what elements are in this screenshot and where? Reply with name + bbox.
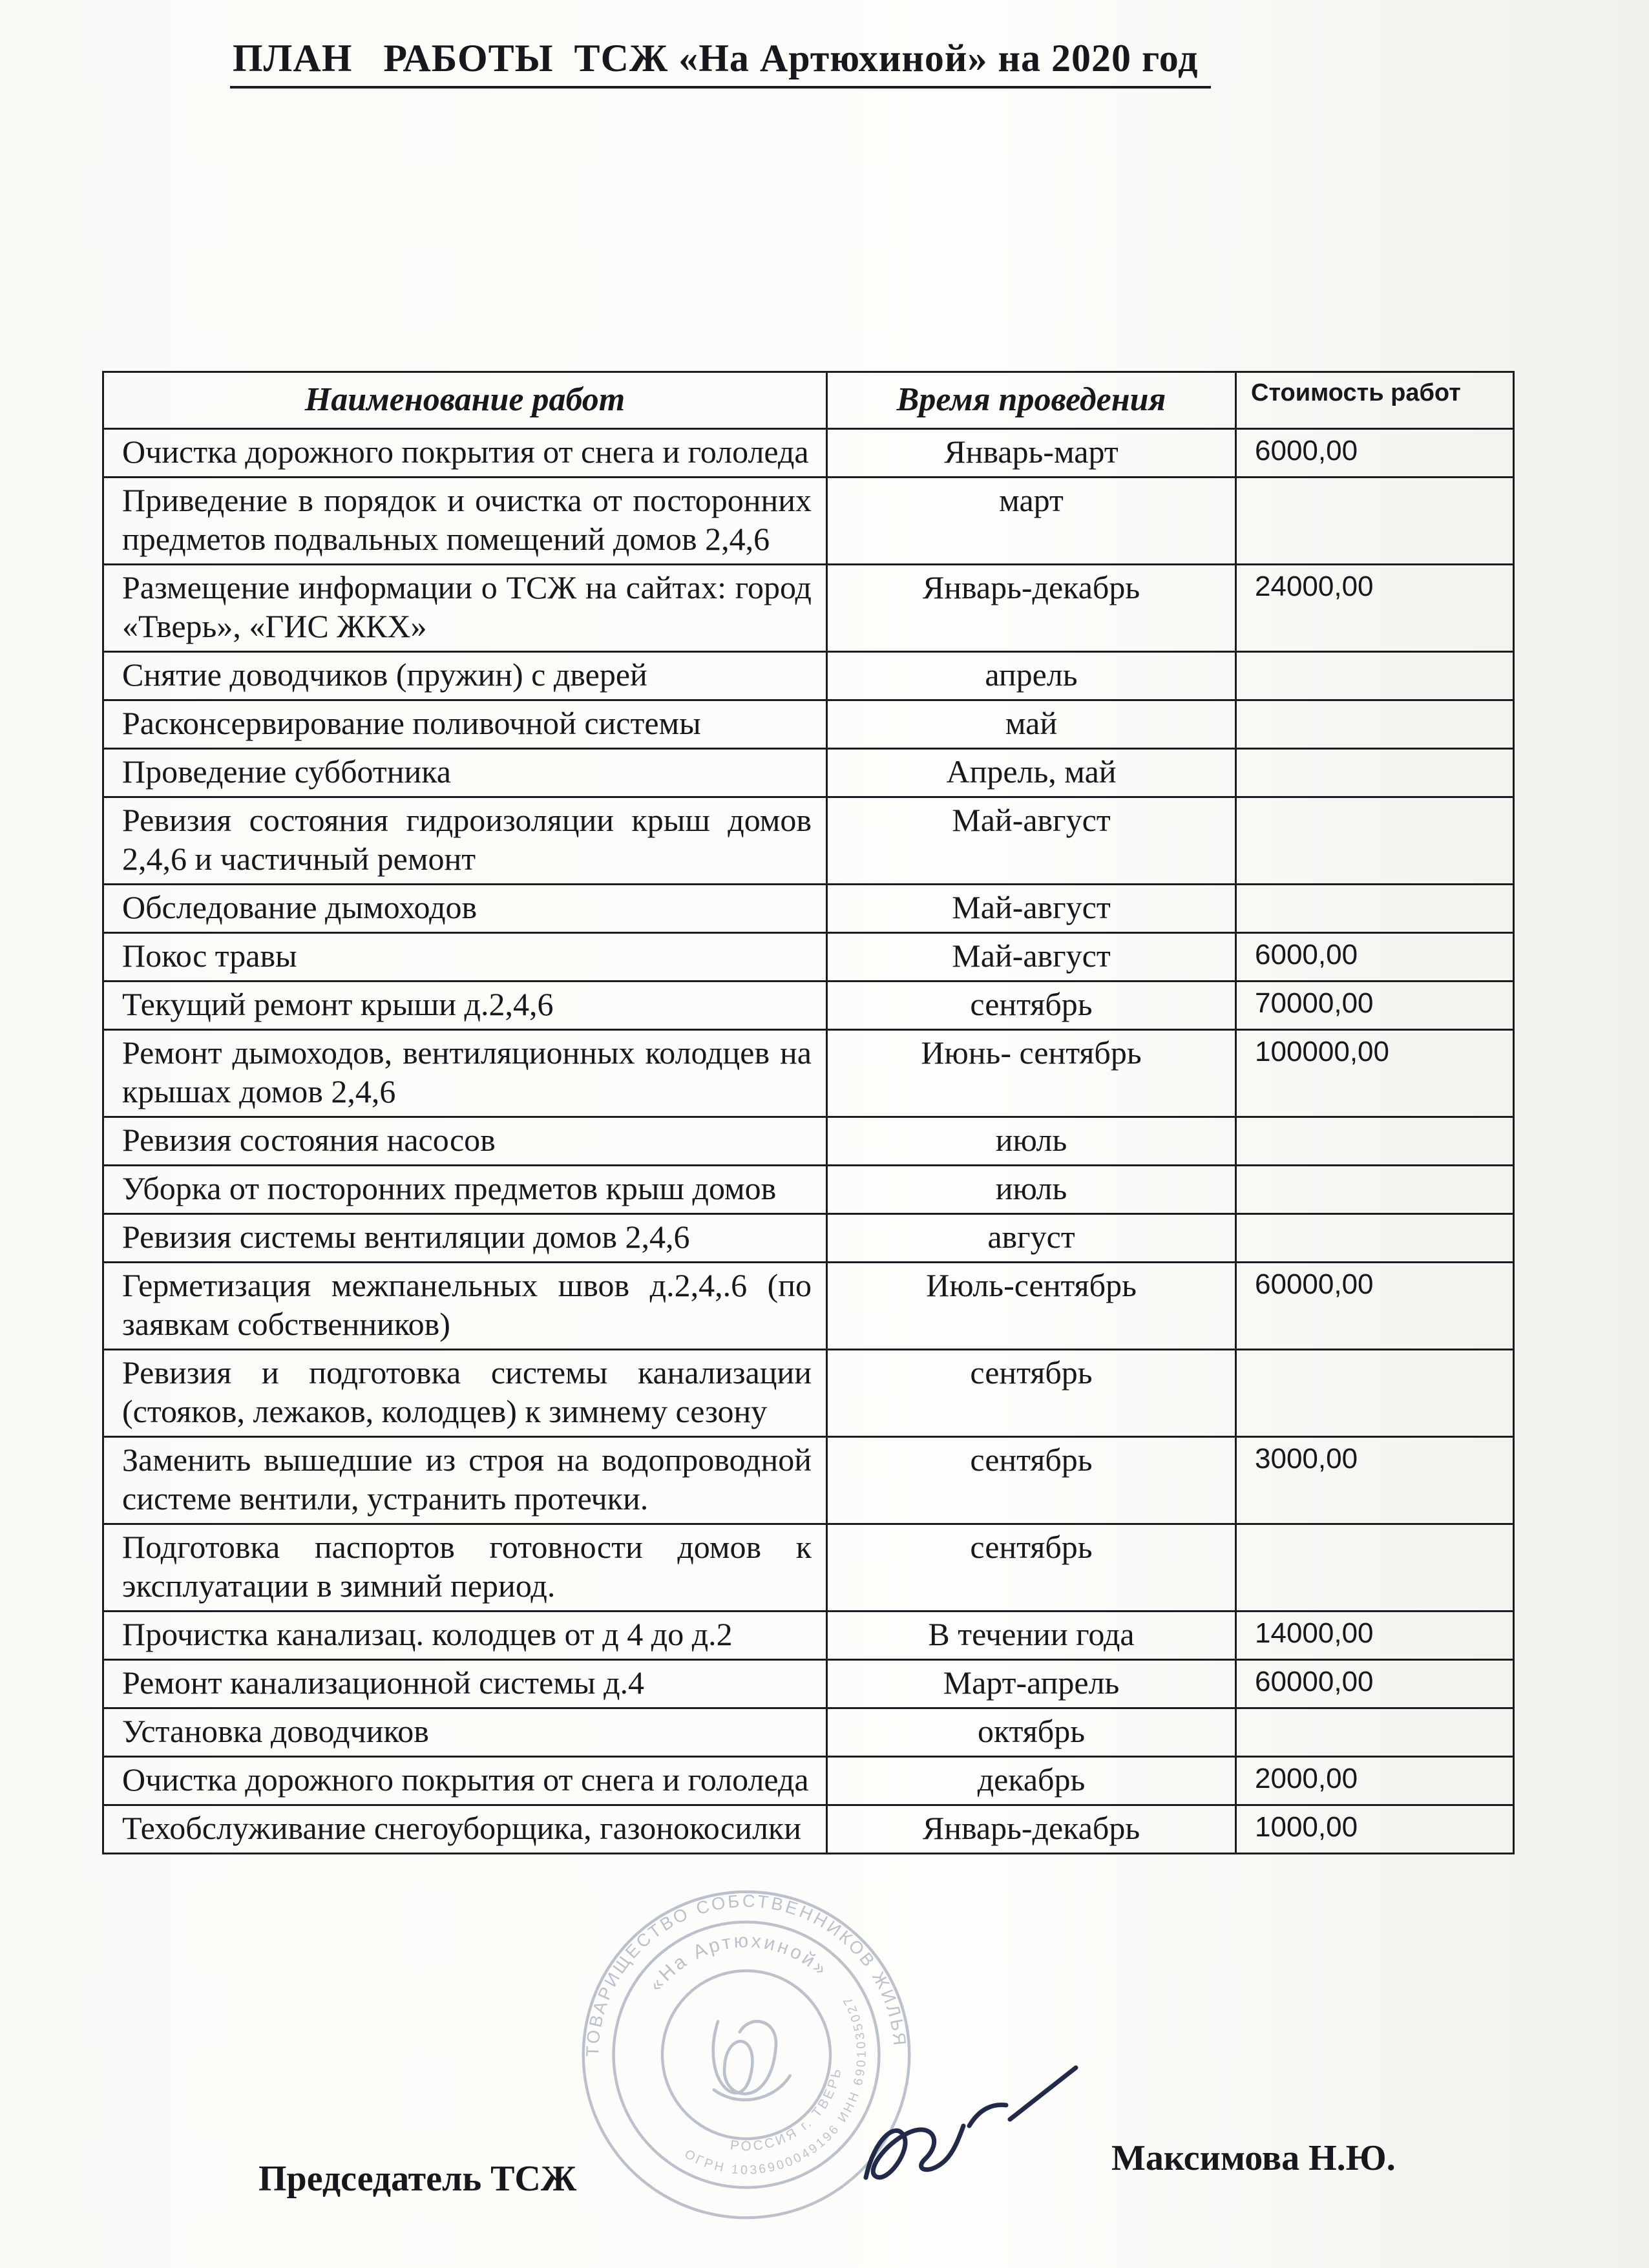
work-cell: Прочистка канализац. колодцев от д 4 до д.2 [103, 1612, 827, 1660]
signature-stroke [866, 2126, 963, 2178]
time-cell: Январь-декабрь [827, 565, 1236, 652]
cost-cell [1236, 1350, 1514, 1437]
work-cell: Проведение субботника [103, 749, 827, 797]
header-time: Время проведения [827, 372, 1236, 429]
table-row [103, 429, 1514, 478]
cost-cell: 70000,00 [1236, 982, 1514, 1030]
cost-cell [1236, 1708, 1514, 1757]
time-cell: март [827, 478, 1236, 565]
table-row [103, 1166, 1514, 1214]
signature-slash [1010, 2068, 1076, 2119]
stamp-inner-ring-text: «На Артюхиной» [645, 1930, 833, 1996]
time-cell: Март-апрель [827, 1660, 1236, 1708]
time-cell: Май-август [827, 933, 1236, 982]
cost-cell: 60000,00 [1236, 1263, 1514, 1350]
time-cell: июль [827, 1117, 1236, 1166]
time-cell: Январь-март [827, 429, 1236, 478]
time-cell: Апрель, май [827, 749, 1236, 797]
work-cell: Ремонт дымоходов, вентиляционных колодцев на крышах домов 2,4,6 [103, 1030, 827, 1117]
table-row [103, 565, 1514, 652]
header-work-name: Наименование работ [103, 372, 827, 429]
cost-cell [1236, 749, 1514, 797]
table-row [103, 982, 1514, 1030]
time-cell: В течении года [827, 1612, 1236, 1660]
document-title: ПЛАН РАБОТЫ ТСЖ «На Артюхиной» на 2020 год [230, 36, 1211, 89]
work-cell: Ревизия состояния гидроизоляции крыш домов 2,4,6 и частичный ремонт [103, 797, 827, 885]
cost-cell: 6000,00 [1236, 933, 1514, 982]
cost-cell: 24000,00 [1236, 565, 1514, 652]
work-cell: Очистка дорожного покрытия от снега и гололеда [103, 429, 827, 478]
work-cell: Подготовка паспортов готовности домов к эксплуатации в зимний период. [103, 1524, 827, 1612]
work-cell: Ревизия системы вентиляции домов 2,4,6 [103, 1214, 827, 1263]
stamp-bottom-text: РОССИЯ г. ТВЕРЬ [729, 2065, 845, 2154]
cost-cell: 6000,00 [1236, 429, 1514, 478]
time-cell: сентябрь [827, 1350, 1236, 1437]
header-cost: Стоимость работ [1236, 372, 1514, 429]
time-cell: Май-август [827, 797, 1236, 885]
table-row [103, 749, 1514, 797]
stamp-monogram [704, 2013, 792, 2105]
chairman-name: Максимова Н.Ю. [1111, 2138, 1396, 2178]
time-cell: сентябрь [827, 982, 1236, 1030]
table-row [103, 1437, 1514, 1524]
table-row [103, 1612, 1514, 1660]
table-row [103, 1030, 1514, 1117]
time-cell: май [827, 700, 1236, 749]
svg-text:РОССИЯ г. ТВЕРЬ [719, 2063, 854, 2157]
work-cell: Покос травы [103, 933, 827, 982]
stamp-reg-text: ОГРН 1036900049196 ИНН 6901035027 [682, 1992, 869, 2178]
work-cell: Уборка от посторонних предметов крыш домов [103, 1166, 827, 1214]
table-row [103, 1757, 1514, 1805]
table-row [103, 1805, 1514, 1854]
table-row [103, 933, 1514, 982]
table-row [103, 885, 1514, 933]
work-cell: Техобслуживание снегоуборщика, газонокосилки [103, 1805, 827, 1854]
time-cell: апрель [827, 652, 1236, 700]
table-row [103, 1350, 1514, 1437]
time-cell: Май-август [827, 885, 1236, 933]
table-row [103, 1117, 1514, 1166]
cost-cell: 100000,00 [1236, 1030, 1514, 1117]
cost-cell [1236, 478, 1514, 565]
time-cell: Июнь- сентябрь [827, 1030, 1236, 1117]
cost-cell: 14000,00 [1236, 1612, 1514, 1660]
cost-cell [1236, 652, 1514, 700]
time-cell: август [827, 1214, 1236, 1263]
time-cell: июль [827, 1166, 1236, 1214]
cost-cell: 1000,00 [1236, 1805, 1514, 1854]
time-cell: Июль-сентябрь [827, 1263, 1236, 1350]
table-row [103, 1708, 1514, 1757]
work-cell: Расконсервирование поливочной системы [103, 700, 827, 749]
signature-tail [969, 2105, 1006, 2126]
work-cell: Ревизия состояния насосов [103, 1117, 827, 1166]
work-cell: Размещение информации о ТСЖ на сайтах: город «Тверь», «ГИС ЖКХ» [103, 565, 827, 652]
work-cell: Герметизация межпанельных швов д.2,4,.6 (по заявкам собственников) [103, 1263, 827, 1350]
work-cell: Очистка дорожного покрытия от снега и гололеда [103, 1757, 827, 1805]
work-cell: Обследование дымоходов [103, 885, 827, 933]
table-header-row [103, 372, 1514, 429]
work-plan-table [102, 371, 1515, 1854]
table-row [103, 1524, 1514, 1612]
work-cell: Снятие доводчиков (пружин) с дверей [103, 652, 827, 700]
work-cell: Ревизия и подготовка системы канализации (стояков, лежаков, колодцев) к зимнему сезону [103, 1350, 827, 1437]
work-cell: Установка доводчиков [103, 1708, 827, 1757]
time-cell: Январь-декабрь [827, 1805, 1236, 1854]
table-row [103, 478, 1514, 565]
work-cell: Заменить вышедшие из строя на водопроводной системе вентили, устранить протечки. [103, 1437, 827, 1524]
cost-cell [1236, 1214, 1514, 1263]
work-table-body [103, 429, 1514, 1854]
work-cell: Текущий ремонт крыши д.2,4,6 [103, 982, 827, 1030]
cost-cell [1236, 1524, 1514, 1612]
cost-cell [1236, 1117, 1514, 1166]
cost-cell: 2000,00 [1236, 1757, 1514, 1805]
time-cell: сентябрь [827, 1524, 1236, 1612]
work-cell: Ремонт канализационной системы д.4 [103, 1660, 827, 1708]
time-cell: сентябрь [827, 1437, 1236, 1524]
stamp-outer-text: ТОВАРИЩЕСТВО СОБСТВЕННИКОВ ЖИЛЬЯ [582, 1891, 910, 2057]
cost-cell: 3000,00 [1236, 1437, 1514, 1524]
table-row [103, 652, 1514, 700]
cost-cell [1236, 1166, 1514, 1214]
table-row [103, 1263, 1514, 1350]
time-cell: октябрь [827, 1708, 1236, 1757]
cost-cell [1236, 700, 1514, 749]
cost-cell [1236, 885, 1514, 933]
chairman-label: Председатель ТСЖ [258, 2159, 577, 2199]
time-cell: декабрь [827, 1757, 1236, 1805]
table-row [103, 797, 1514, 885]
work-cell: Приведение в порядок и очистка от посторонних предметов подвальных помещений домов 2,4,6 [103, 478, 827, 565]
table-row [103, 700, 1514, 749]
table-row [103, 1660, 1514, 1708]
cost-cell [1236, 797, 1514, 885]
table-row [103, 1214, 1514, 1263]
cost-cell: 60000,00 [1236, 1660, 1514, 1708]
chairman-signature [837, 2048, 1095, 2223]
